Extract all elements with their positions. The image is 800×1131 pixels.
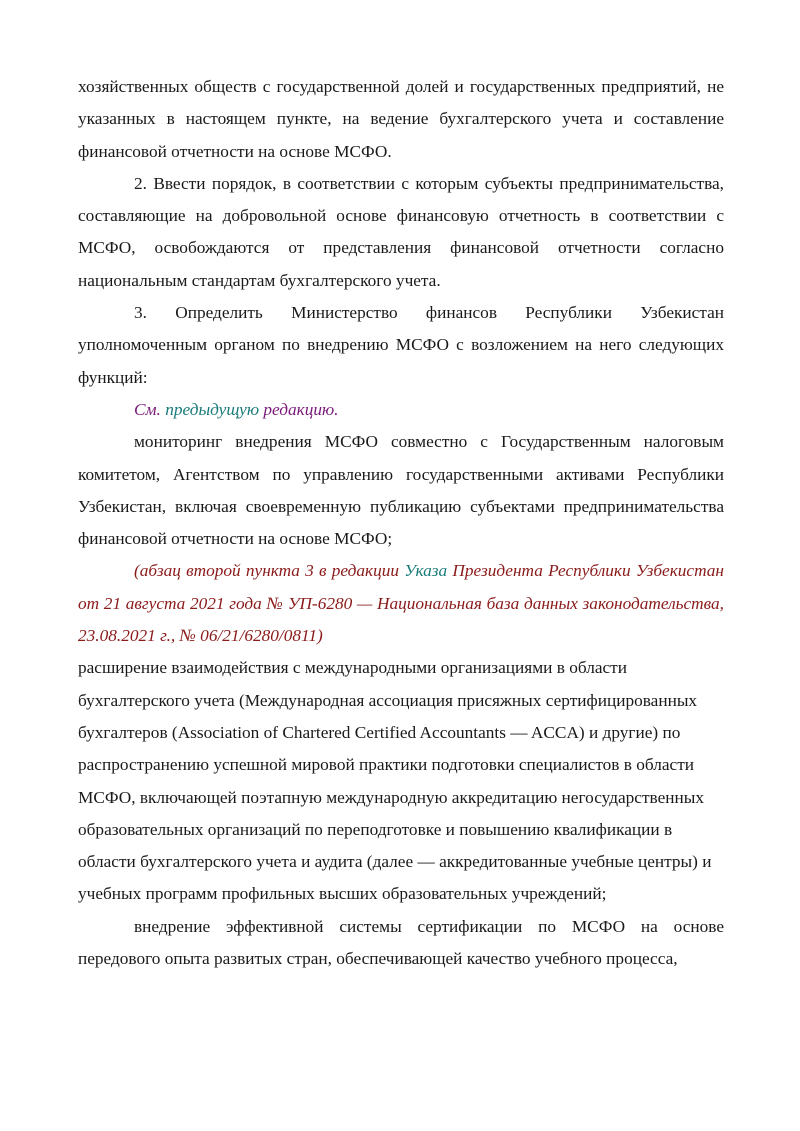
see-prev-suffix: . xyxy=(334,399,339,419)
paragraph-continuation: хозяйственных обществ с государственной долей и государственных предприятий, не указанных в настоящем пункте, на ведение бухгалтерского учета и составление финансовой отчетности на основе МСФО. xyxy=(78,77,724,161)
edition-note-after: Президента Республики Узбекистан от 21 августа 2021 года № УП-6280 — Национальная база данных законодательства, 23.08.2021 г., № 06/21/6280/0811) xyxy=(78,561,724,646)
paragraph-item-2: 2. Ввести порядок, в соответствии с которым субъекты предпринимательства, составляющие на добровольной основе финансовую отчетность в соответствии с МСФО, освобождаются от представления финансовой отчетности согласно национальным стандартам бухгалтерского учета. xyxy=(78,173,724,290)
previous-edition-link[interactable]: предыдущую xyxy=(165,399,260,419)
paragraph-certification: внедрение эффективной системы сертификации по МСФО на основе передового опыта развитых стран, обеспечивающей качество учебного процесса, xyxy=(78,916,724,969)
edition-note xyxy=(78,555,724,652)
paragraph-cooperation: расширение взаимодействия с международными организациями в области бухгалтерского учета (Международная ассоциация присяжных сертифицированных бухгалтеров (Association of Chartered Certified Accountants — ACCA) и другие) по распространению успешной мировой практики подготовки специалистов в области МСФО, включающей поэтапную международную аккредитацию негосударственных образовательных организаций по переподготовке и повышению квалификации в области бухгалтерского учета и аудита (далее — аккредитованные учебные центры) и учебных программ профильных высших образовательных учреждений; xyxy=(78,658,712,904)
see-previous-edition xyxy=(78,394,724,426)
paragraph-monitoring: мониторинг внедрения МСФО совместно с Государственным налоговым комитетом, Агентством по управлению государственными активами Республики Узбекистан, включая своевременную публикацию субъектами предпринимательства финансовой отчетности на основе МСФО; xyxy=(78,432,724,549)
decree-link[interactable]: Указа xyxy=(404,561,448,581)
document-page xyxy=(78,71,724,975)
edition-link[interactable]: редакцию xyxy=(263,399,335,419)
edition-note-before: (абзац второй пункта 3 в редакции xyxy=(134,561,405,581)
see-prev-prefix: См. xyxy=(134,399,166,419)
paragraph-item-3: 3. Определить Министерство финансов Республики Узбекистан уполномоченным органом по внедрению МСФО с возложением на него следующих функций: xyxy=(78,303,724,387)
